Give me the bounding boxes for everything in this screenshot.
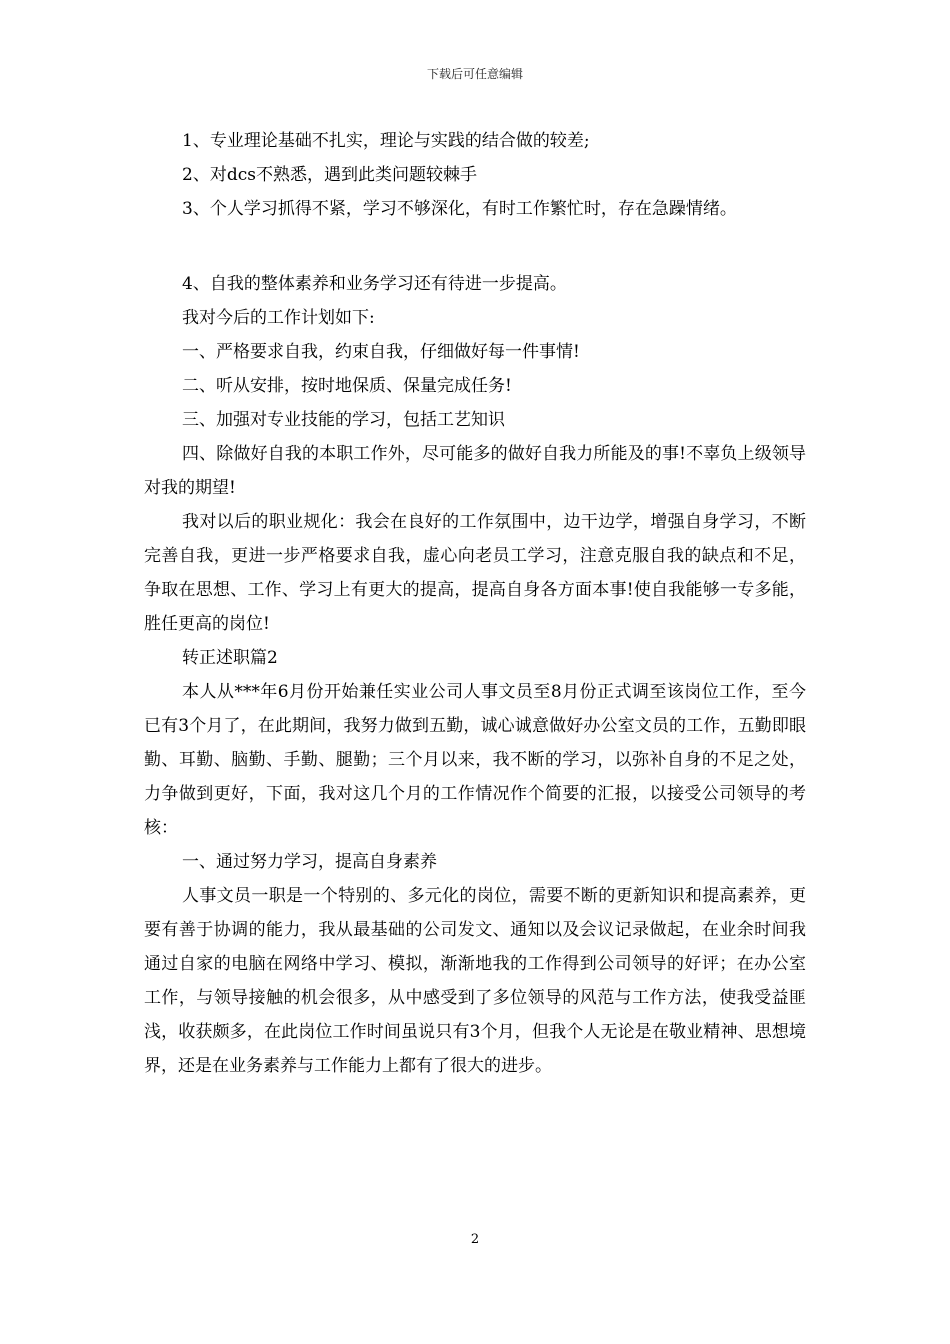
page-number: 2: [470, 1232, 480, 1247]
paragraph-study-details: 人事文员一职是一个特别的、多元化的岗位，需要不断的更新知识和提高素养，更要有善于协调的能力，我从最基础的公司发文、通知以及会议记录做起，在业余时间我通过自家的电脑在网络中学习、模拟，渐渐地我的工作得到公司领导的好评；在办公室工作，与领导接触的机会很多，从中感受到了多位领导的风范与工作方法，使我受益匪浅，收获颇多，在此岗位工作时间虽说只有3个月，但我个人无论是在敬业精神、思想境界，还是在业务素养与工作能力上都有了很大的进步。: [144, 886, 806, 1076]
paragraph-intro-part-2: 本人从***年6月份开始兼任实业公司人事文员至8月份正式调至该岗位工作，至今已有3个月了，在此期间，我努力做到五勤，诚心诚意做好办公室文员的工作，五勤即眼勤、耳勤、脑勤、手勤、腿勤；三个月以来，我不断的学习，以弥补自身的不足之处，力争做到更好，下面，我对这几个月的工作情况作个简要的汇报，以接受公司领导的考核：: [144, 682, 806, 838]
paragraph-plan-3: 三、加强对专业技能的学习，包括工艺知识: [182, 410, 505, 430]
paragraph-weakness-4: 4、自我的整体素养和业务学习还有待进一步提高。: [182, 274, 567, 294]
paragraph-weakness-1: 1、专业理论基础不扎实，理论与实践的结合做的较差;: [182, 131, 590, 151]
paragraph-career-plan: 我对以后的职业规化：我会在良好的工作氛围中，边干边学，增强自身学习，不断完善自我，更进一步严格要求自我，虚心向老员工学习，注意克服自我的缺点和不足，争取在思想、工作、学习上有更大的提高，提高自身各方面本事!使自我能够一专多能，胜任更高的岗位!: [144, 512, 806, 634]
paragraph-plan-intro: 我对今后的工作计划如下:: [182, 308, 375, 328]
paragraph-weakness-3: 3、个人学习抓得不紧，学习不够深化，有时工作繁忙时，存在急躁情绪。: [182, 199, 737, 219]
section-heading-part-2: 转正述职篇2: [182, 648, 278, 668]
page-header-note: 下载后可任意编辑: [426, 67, 523, 81]
document-body: [144, 124, 806, 1083]
paragraph-weakness-2: 2、对dcs不熟悉，遇到此类问题较棘手: [182, 165, 477, 185]
subheading-study: 一、通过努力学习，提高自身素养: [182, 852, 437, 872]
paragraph-plan-4: 四、除做好自我的本职工作外，尽可能多的做好自我力所能及的事!不辜负上级领导对我的期望!: [144, 444, 806, 498]
paragraph-plan-1: 一、严格要求自我，约束自我，仔细做好每一件事情!: [182, 342, 580, 362]
paragraph-plan-2: 二、听从安排，按时地保质、保量完成任务!: [182, 376, 512, 396]
paragraph-gap: [144, 226, 806, 267]
